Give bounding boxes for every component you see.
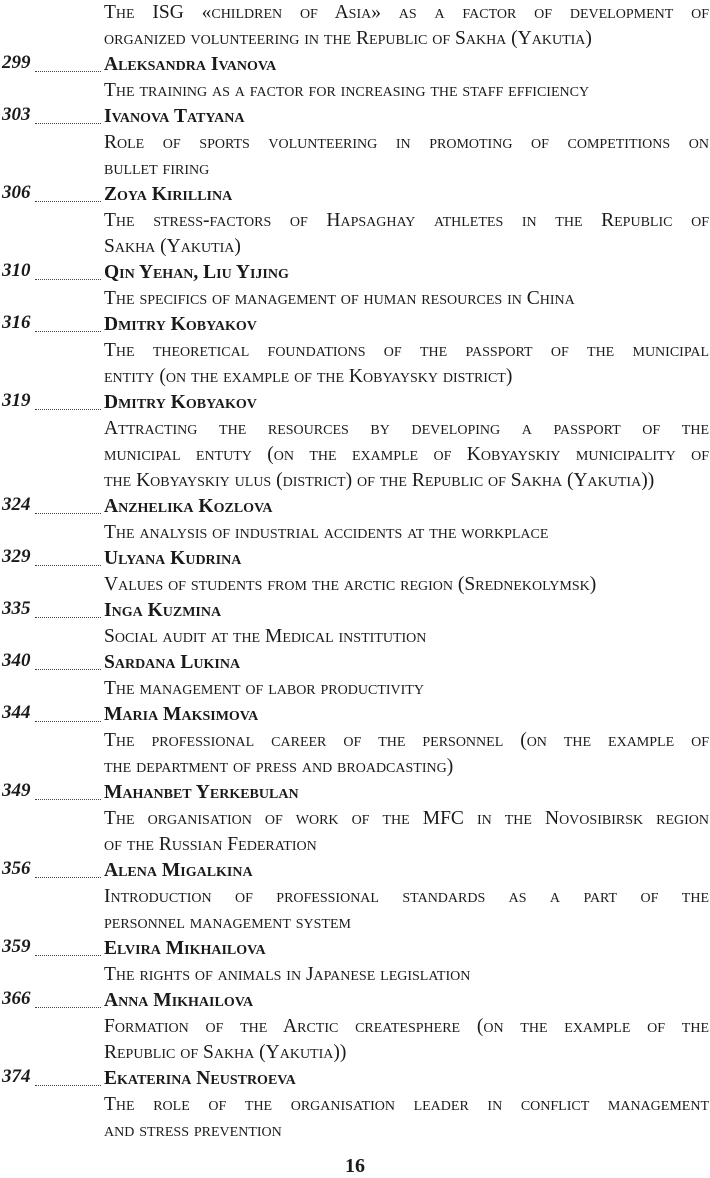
- dot-leader: [35, 123, 101, 124]
- page-number-footer: 16: [345, 1155, 365, 1177]
- dot-leader: [35, 799, 101, 800]
- toc-author: Mahanbet Yerkebulan: [104, 782, 299, 803]
- toc-title-text: The training as a factor for increasing the staff efficiency: [104, 80, 590, 101]
- toc-author: Sardana Lukina: [104, 652, 241, 673]
- toc-title-line: [0, 416, 710, 442]
- toc-title-line: [0, 1014, 710, 1040]
- toc-title-line: [0, 728, 710, 754]
- toc-author: Anna Mikhailova: [104, 990, 254, 1011]
- toc-title-text: The role of the organisation leader in conflict management: [104, 1094, 709, 1115]
- toc-title-line: [0, 754, 710, 780]
- toc-page-number: 319: [2, 390, 31, 411]
- toc-title-text: The analysis of industrial accidents at the workplace: [104, 522, 549, 543]
- toc-title-line: [0, 832, 710, 858]
- toc-entry: [0, 494, 710, 546]
- toc-entry: [0, 390, 710, 494]
- toc-page-number: 324: [2, 494, 31, 515]
- dot-leader: [35, 409, 101, 410]
- toc-author: Ulyana Kudrina: [104, 548, 242, 569]
- toc-page-number: 366: [2, 988, 31, 1009]
- toc-entry: [0, 702, 710, 780]
- toc-title-line: [0, 156, 710, 182]
- toc-title-line: [0, 78, 710, 104]
- toc-author-line: [0, 52, 710, 78]
- toc-entry: [0, 598, 710, 650]
- toc-author-line: [0, 598, 710, 624]
- toc-entry: [0, 52, 710, 104]
- toc-author-line: [0, 260, 710, 286]
- toc-author-line: [0, 780, 710, 806]
- dot-leader: [35, 331, 101, 332]
- toc-title-line: [0, 1092, 710, 1118]
- toc-title-text: Formation of the Arctic createsphere (on the example of the: [104, 1016, 709, 1037]
- toc-author: Aleksandra Ivanova: [104, 54, 277, 75]
- toc-author-line: [0, 312, 710, 338]
- toc-title-text: Attracting the resources by developing a passport of the: [104, 418, 709, 439]
- toc-title-line: [0, 520, 710, 546]
- toc-page-number: 356: [2, 858, 31, 879]
- toc-title-text: Values of students from the arctic region (Srednekolymsk): [104, 574, 597, 595]
- toc-title-text: municipal entuty (on the example of Kobyayskiy municipality of: [104, 444, 709, 465]
- toc-page-number: 335: [2, 598, 31, 619]
- toc-author: Anzhelika Kozlova: [104, 496, 273, 517]
- toc-page-number: 340: [2, 650, 31, 671]
- dot-leader: [35, 721, 101, 722]
- toc-title-text: Social audit at the Medical institution: [104, 626, 427, 647]
- toc-title-text: The professional career of the personnel (on the example of: [104, 730, 709, 751]
- toc-title-text: Role of sports volunteering in promoting of competitions on: [104, 132, 709, 153]
- toc-title-line: [0, 208, 710, 234]
- toc-entry: [0, 182, 710, 260]
- toc-title-text: and stress prevention: [104, 1120, 282, 1141]
- dot-leader: [35, 955, 101, 956]
- toc-page-number: 299: [2, 52, 31, 73]
- toc-title-line: [0, 338, 710, 364]
- toc-entry: [0, 0, 710, 52]
- toc-entry: [0, 312, 710, 390]
- dot-leader: [35, 1007, 101, 1008]
- toc-page-number: 316: [2, 312, 31, 333]
- toc-title-text: personnel management system: [104, 912, 351, 933]
- toc-title-text: The ISG «children of Asia» as a factor of development of: [104, 2, 709, 23]
- toc-title-text: The theoretical foundations of the passport of the municipal: [104, 340, 709, 361]
- dot-leader: [35, 877, 101, 878]
- toc-author-line: [0, 390, 710, 416]
- toc-title-line: [0, 1118, 710, 1144]
- dot-leader: [35, 71, 101, 72]
- toc-title-line: [0, 884, 710, 910]
- toc-entry: [0, 988, 710, 1066]
- toc-page-number: 310: [2, 260, 31, 281]
- toc-author-line: [0, 104, 710, 130]
- toc-title-line: [0, 286, 710, 312]
- toc-author: Ekaterina Neustroeva: [104, 1068, 296, 1089]
- toc-author-line: [0, 650, 710, 676]
- toc-title-line: [0, 234, 710, 260]
- toc-page-number: 303: [2, 104, 31, 125]
- toc-author: Inga Kuzmina: [104, 600, 222, 621]
- toc-title-line: [0, 910, 710, 936]
- toc-title-text: The rights of animals in Japanese legislation: [104, 964, 471, 985]
- toc-title-line: [0, 806, 710, 832]
- toc-title-text: Introduction of professional standards as a part of the: [104, 886, 709, 907]
- toc-author: Dmitry Kobyakov: [104, 392, 257, 413]
- toc-page-number: 349: [2, 780, 31, 801]
- toc-title-line: [0, 468, 710, 494]
- toc-author-line: [0, 182, 710, 208]
- toc-title-text: The organisation of work of the MFC in the Novosibirsk region: [104, 808, 709, 829]
- toc-title-line: [0, 0, 710, 26]
- toc-title-line: [0, 624, 710, 650]
- toc-author: Zoya Kirillina: [104, 184, 233, 205]
- toc-entry: [0, 1066, 710, 1144]
- dot-leader: [35, 669, 101, 670]
- toc-author: Alena Migalkina: [104, 860, 253, 881]
- toc-title-text: The stress-factors of Hapsaghay athletes in the Republic of: [104, 210, 709, 231]
- toc-author-line: [0, 858, 710, 884]
- dot-leader: [35, 1085, 101, 1086]
- toc-author: Maria Maksimova: [104, 704, 259, 725]
- toc-title-text: entity (on the example of the Kobyaysky district): [104, 366, 513, 387]
- toc-entry: [0, 780, 710, 858]
- toc-title-text: The management of labor productivity: [104, 678, 424, 699]
- toc-page-number: 329: [2, 546, 31, 567]
- toc-page-number: 374: [2, 1066, 31, 1087]
- toc-title-line: [0, 572, 710, 598]
- dot-leader: [35, 513, 101, 514]
- toc-author-line: [0, 702, 710, 728]
- toc-title-line: [0, 1040, 710, 1066]
- toc-entry: [0, 650, 710, 702]
- toc-author-line: [0, 1066, 710, 1092]
- toc-title-line: [0, 130, 710, 156]
- toc-title-text: the department of press and broadcasting): [104, 756, 454, 777]
- dot-leader: [35, 279, 101, 280]
- toc-author: Qin Yehan, Liu Yijing: [104, 262, 289, 283]
- toc-author-line: [0, 988, 710, 1014]
- dot-leader: [35, 201, 101, 202]
- toc-title-line: [0, 962, 710, 988]
- toc-title-text: of the Russian Federation: [104, 834, 317, 855]
- toc-entry: [0, 104, 710, 182]
- dot-leader: [35, 617, 101, 618]
- toc-title-text: organized volunteering in the Republic of Sakha (Yakutia): [104, 28, 592, 49]
- toc-author-line: [0, 936, 710, 962]
- toc-entry: [0, 260, 710, 312]
- toc-title-line: [0, 676, 710, 702]
- toc-title-line: [0, 442, 710, 468]
- toc-author: Ivanova Tatyana: [104, 106, 245, 127]
- toc-title-line: [0, 26, 710, 52]
- toc-page-number: 344: [2, 702, 31, 723]
- toc-author: Dmitry Kobyakov: [104, 314, 257, 335]
- toc-title-text: Sakha (Yakutia): [104, 236, 241, 257]
- toc-entry: [0, 936, 710, 988]
- dot-leader: [35, 565, 101, 566]
- toc-author: Elvira Mikhailova: [104, 938, 266, 959]
- toc-title-line: [0, 364, 710, 390]
- toc-page-number: 359: [2, 936, 31, 957]
- toc-title-text: The specifics of management of human resources in China: [104, 288, 575, 309]
- toc-title-text: the Kobyayskiy ulus (district) of the Republic of Sakha (Yakutia)): [104, 470, 655, 491]
- toc-author-line: [0, 494, 710, 520]
- toc-entry: [0, 546, 710, 598]
- toc-title-text: bullet firing: [104, 158, 210, 179]
- toc-title-text: Republic of Sakha (Yakutia)): [104, 1042, 347, 1063]
- toc-page-number: 306: [2, 182, 31, 203]
- toc-entry: [0, 858, 710, 936]
- toc-author-line: [0, 546, 710, 572]
